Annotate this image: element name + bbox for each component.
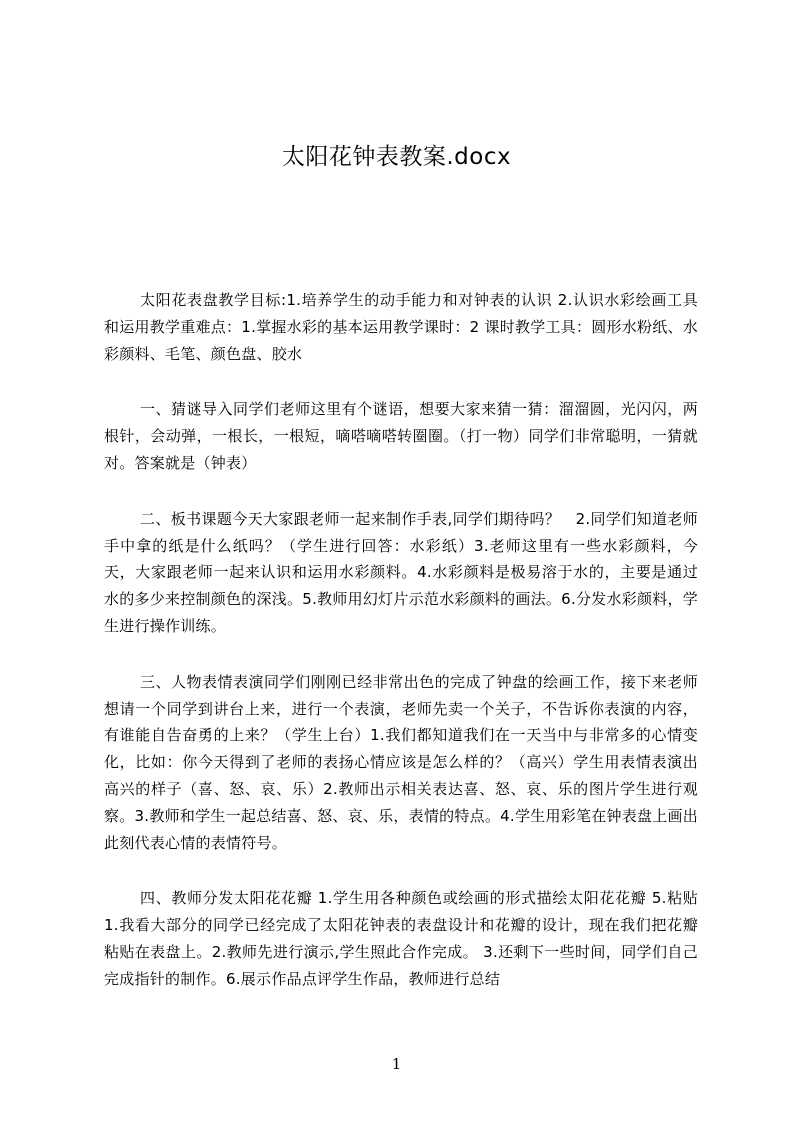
paragraph-petals-summary: 四、教师分发太阳花花瓣 1.学生用各种颜色或绘画的形式描绘太阳花花瓣 5.粘贴 1.我看大部分的同学已经完成了太阳花钟表的表盘设计和花瓣的设计，现在我们把花瓣粘贴在表盘上。2.教师先进行演示,学生照此合作完成。 3.还剩下一些时间，同学们自己完成指针的制作。6.展示作品点评学生作品，教师进行总结 bbox=[104, 889, 698, 988]
paragraph-expression-performance: 三、人物表情表演同学们刚刚已经非常出色的完成了钟盘的绘画工作，接下来老师想请一个同学到讲台上来，进行一个表演，老师先卖一个关子，不告诉你表演的内容，有谁能自告奋勇的上来？（学生上台）1.我们都知道我们在一天当中与非常多的心情变化，比如：你今天得到了老师的表扬心情应该是怎么样的？（高兴）学生用表情表演出高兴的样子（喜、怒、哀、乐）2.教师出示相关表达喜、怒、哀、乐的图片学生进行观察。3.教师和学生一起总结喜、怒、哀、乐，表情的特点。4.学生用彩笔在钟表盘上画出此刻代表心情的表情符号。 bbox=[104, 672, 698, 852]
document-body bbox=[104, 287, 698, 1022]
paragraph-objectives: 太阳花表盘教学目标:1.培养学生的动手能力和对钟表的认识 2.认识水彩绘画工具和运用教学重难点：1.掌握水彩的基本运用教学课时：2 课时教学工具：圆形水粉纸、水彩颜料、毛笔、颜色盘、胶水 bbox=[104, 291, 698, 363]
document-title: 太阳花钟表教案.docx bbox=[281, 144, 512, 170]
paragraph-lesson-topic: 二、板书课题今天大家跟老师一起来制作手表,同学们期待吗？ 2.同学们知道老师手中拿的纸是什么纸吗？（学生进行回答：水彩纸）3.老师这里有一些水彩颜料，今天，大家跟老师一起来认识和运用水彩颜料。4.水彩颜料是极易溶于水的，主要是通过水的多少来控制颜色的深浅。5.教师用幻灯片示范水彩颜料的画法。6.分发水彩颜料，学生进行操作训练。 bbox=[104, 509, 698, 635]
paragraph-riddle-intro: 一、猜谜导入同学们老师这里有个谜语，想要大家来猜一猜：溜溜圆，光闪闪，两根针，会动弹，一根长，一根短，嘀嗒嘀嗒转圈圈。（打一物）同学们非常聪明，一猜就对。答案就是（钟表） bbox=[104, 400, 698, 472]
page-number: 1 bbox=[391, 1055, 402, 1073]
